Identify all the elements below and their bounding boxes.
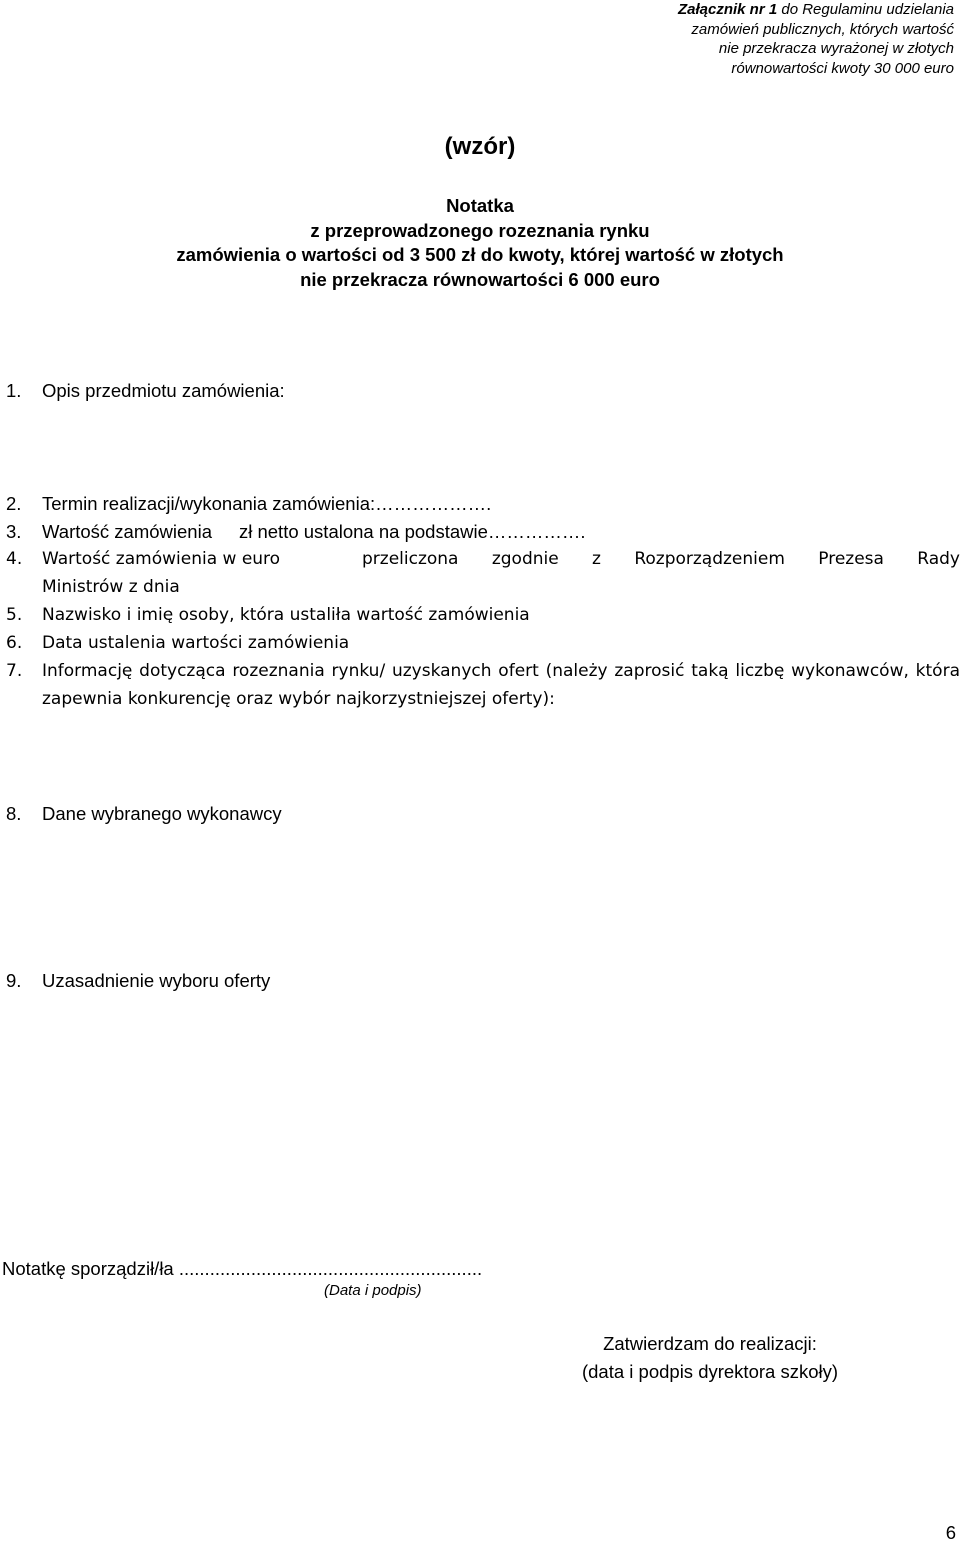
approval-line-1: Zatwierdzam do realizacji: (603, 1333, 817, 1354)
item-number: 4. (6, 549, 23, 569)
item-text: Informację dotycząca rozeznania rynku/ uzyskanych ofert (należy zaprosić taką liczbę wykonawców, która zapewnia konkurencję oraz wybór najkorzystniejszej oferty): (42, 661, 960, 709)
list-item (0, 630, 960, 658)
page-number: 6 (945, 1522, 956, 1543)
item-text-a: Wartość zamówienia (42, 521, 212, 542)
title-line-4: nie przekracza równowartości 6 000 euro (300, 268, 660, 290)
item-number: 8. (6, 803, 22, 824)
item-text: Dane wybranego wykonawcy (42, 803, 282, 824)
item-text-row (42, 518, 960, 546)
document-title (0, 194, 960, 292)
item-number: 6. (6, 633, 23, 653)
item-text: Uzasadnienie wyboru oferty (42, 970, 271, 991)
list-item (0, 546, 960, 601)
prepared-by-line: Notatkę sporządził/ła ........................................................... (2, 1258, 483, 1279)
annex-bold: Załącznik nr 1 (677, 1, 778, 18)
approval-line-2: (data i podpis dyrektora szkoły) (581, 1361, 839, 1382)
list-item (0, 602, 960, 630)
item-text-block (42, 546, 960, 601)
item-text-b-line2: Ministrów z dnia (42, 576, 180, 597)
date-signature-caption: (Data i podpis) (324, 1282, 422, 1299)
annex-header (534, 0, 954, 78)
item-text-b-line1: przeliczona zgodnie z Rozporządzeniem Prezesa Rady (362, 549, 960, 569)
annex-line-1 (534, 0, 954, 20)
list-item (0, 658, 960, 713)
template-label: (wzór) (444, 133, 516, 160)
title-line-2: z przeprowadzonego rozeznania rynku (310, 219, 650, 241)
item-text: Termin realizacji/wykonania zamówienia:………………. (42, 493, 492, 514)
item-text-a: Wartość zamówienia w euro (42, 549, 281, 569)
item-text: Opis przedmiotu zamówienia: (42, 380, 285, 401)
item-number: 7. (6, 661, 23, 681)
item-number: 5. (6, 605, 23, 625)
title-line-1: Notatka (446, 195, 514, 216)
item-text: Nazwisko i imię osoby, która ustaliła wartość zamówienia (42, 605, 530, 625)
title-line-3: zamówienia o wartości od 3 500 zł do kwoty, której wartość w złotych (176, 244, 784, 265)
item-number: 1. (6, 380, 22, 401)
list-item (0, 518, 960, 546)
list-item (0, 490, 960, 518)
list-item (0, 800, 960, 828)
item-number: 3. (6, 521, 22, 542)
item-number: 9. (6, 970, 22, 991)
annex-line-3: nie przekracza wyrażonej w złotych (718, 40, 954, 57)
annex-line-4: równowartości kwoty 30 000 euro (731, 59, 954, 77)
annex-rest: do Regulaminu udzielania (777, 1, 954, 18)
item-text: Data ustalenia wartości zamówienia (42, 633, 350, 653)
approval-block (540, 1330, 880, 1386)
list-item (0, 967, 960, 995)
item-number: 2. (6, 493, 22, 514)
annex-line-2: zamówień publicznych, których wartość (691, 20, 954, 38)
list-item (0, 377, 960, 405)
item-text-b: zł netto ustalona na podstawie……………. (238, 521, 586, 542)
